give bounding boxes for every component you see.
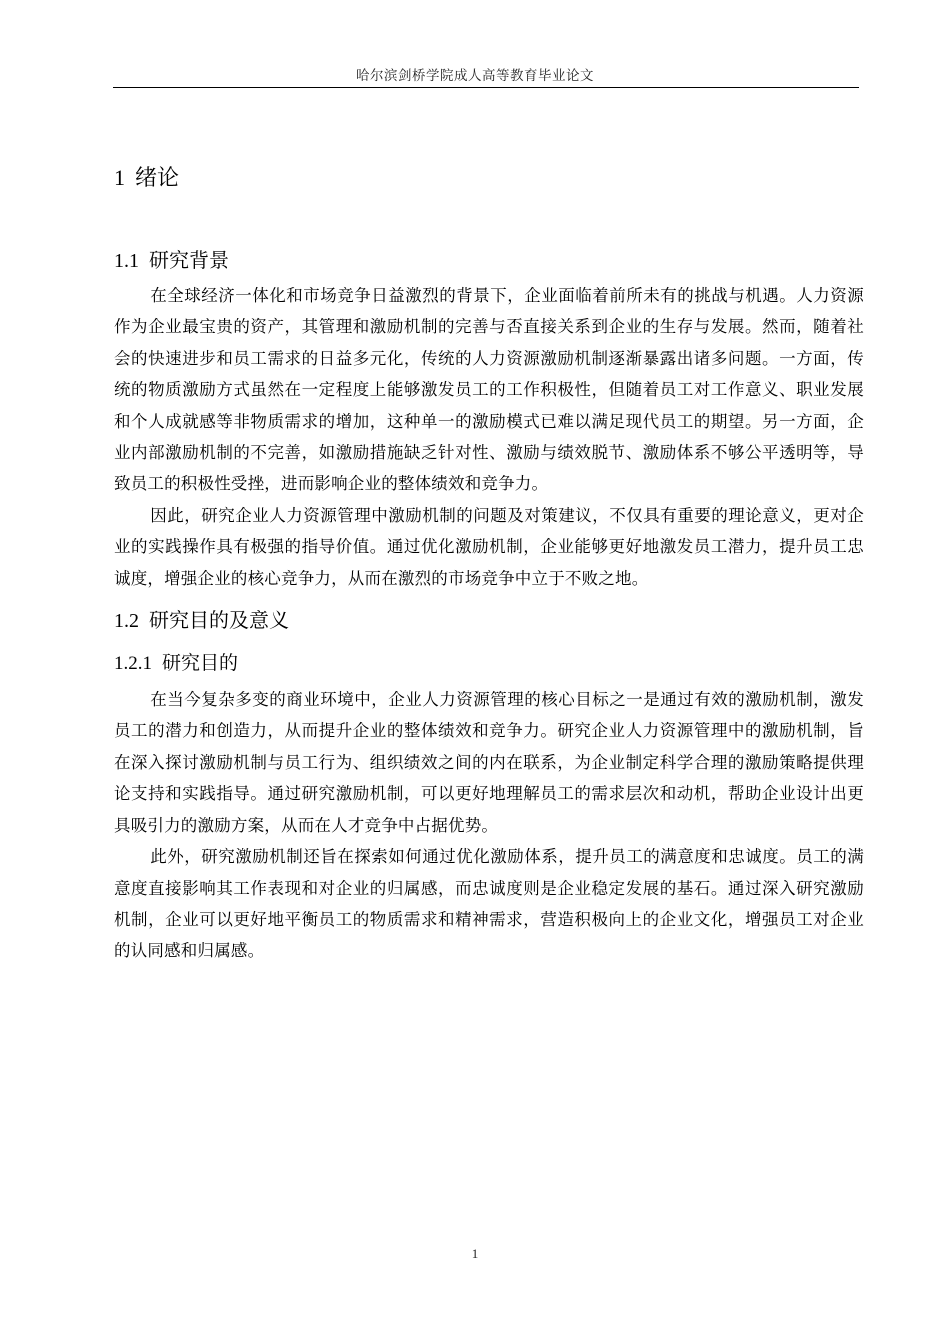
- section-heading-1-1: [114, 240, 864, 280]
- paragraph-purpose-2: 此外，研究激励机制还旨在探索如何通过优化激励体系，提升员工的满意度和忠诚度。员工的满意度直接影响其工作表现和对企业的归属感，而忠诚度则是企业稳定发展的基石。通过深入研究激励机制，企业可以更好地平衡员工的物质需求和精神需求，营造积极向上的企业文化，增强员工对企业的认同感和归属感。: [114, 847, 864, 961]
- section-number: 1.1: [114, 250, 139, 272]
- paragraph-purpose-1: 在当今复杂多变的商业环境中，企业人力资源管理的核心目标之一是通过有效的激励机制，激发员工的潜力和创造力，从而提升企业的整体绩效和竞争力。研究企业人力资源管理中的激励机制，旨在深入探讨激励机制与员工行为、组织绩效之间的内在联系，为企业制定科学合理的激励策略提供理论支持和实践指导。通过研究激励机制，可以更好地理解员工的需求层次和动机，帮助企业设计出更具吸引力的激励方案，从而在人才竞争中占据优势。: [114, 690, 864, 835]
- section-number: 1.2: [114, 610, 139, 633]
- section-heading-1-2: [114, 600, 864, 640]
- chapter-number: 1: [114, 165, 125, 190]
- page-number: 1: [471, 1246, 479, 1261]
- subsection-title: 研究目的: [162, 652, 239, 675]
- page-body: [114, 156, 864, 967]
- chapter-heading: [114, 156, 864, 200]
- subsection-heading-1-2-1: [114, 644, 864, 682]
- header-divider: [113, 87, 859, 88]
- chapter-title: 绪论: [135, 166, 180, 191]
- subsection-number: 1.2.1: [114, 653, 152, 675]
- page-header-title: 哈尔滨剑桥学院成人高等教育毕业论文: [356, 68, 594, 84]
- paragraph-background-2: 因此，研究企业人力资源管理中激励机制的问题及对策建议，不仅具有重要的理论意义，更对企业的实践操作具有极强的指导价值。通过优化激励机制，企业能够更好地激发员工潜力，提升员工忠诚度，增强企业的核心竞争力，从而在激烈的市场竞争中立于不败之地。: [114, 505, 864, 588]
- section-title: 研究背景: [149, 248, 229, 272]
- section-title: 研究目的及意义: [149, 608, 289, 633]
- paragraph-background-1: 在全球经济一体化和市场竞争日益激烈的背景下，企业面临着前所未有的挑战与机遇。人力资源作为企业最宝贵的资产，其管理和激励机制的完善与否直接关系到企业的生存与发展。然而，随着社会的快速进步和员工需求的日益多元化，传统的人力资源激励机制逐渐暴露出诸多问题。一方面，传统的物质激励方式虽然在一定程度上能够激发员工的工作积极性，但随着员工对工作意义、职业发展和个人成就感等非物质需求的增加，这种单一的激励模式已难以满足现代员工的期望。另一方面，企业内部激励机制的不完善，如激励措施缺乏针对性、激励与绩效脱节、激励体系不够公平透明等，导致员工的积极性受挫，进而影响企业的整体绩效和竞争力。: [114, 286, 864, 494]
